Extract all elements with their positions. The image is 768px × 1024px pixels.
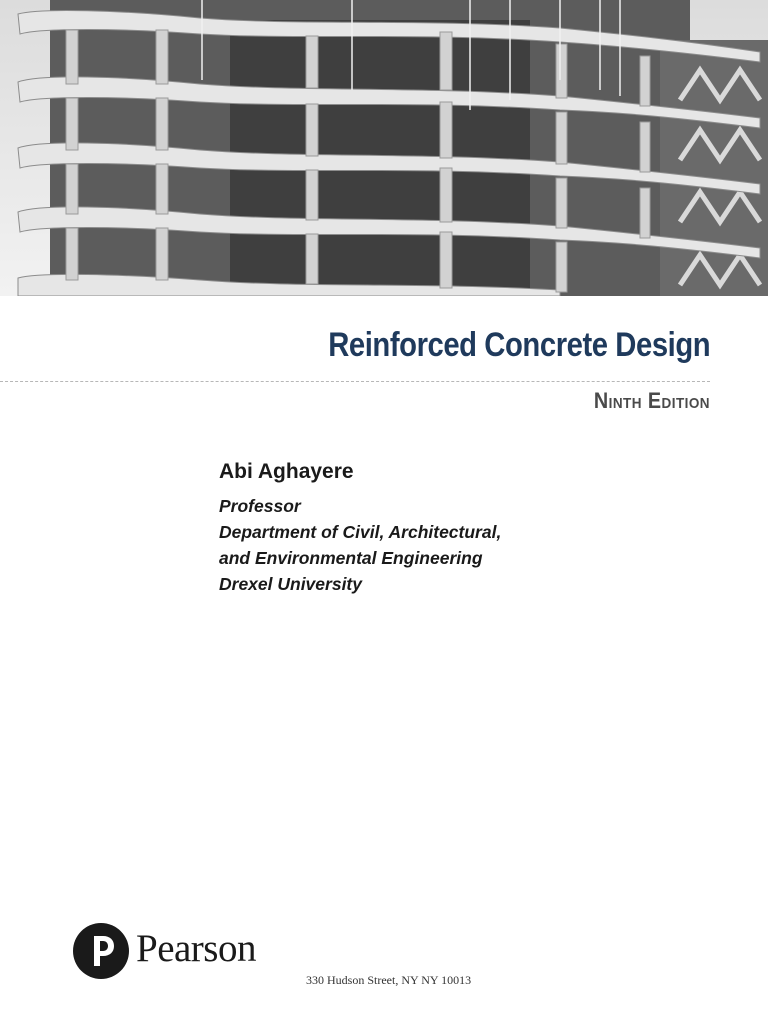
pearson-p-logo-icon xyxy=(72,922,130,980)
book-title: Reinforced Concrete Design xyxy=(327,326,710,364)
title-divider xyxy=(0,381,710,382)
author-block xyxy=(219,460,501,597)
author-department-line1: Department of Civil, Architectural, xyxy=(219,522,502,542)
publisher-name: Pearson xyxy=(136,927,256,970)
author-department-line2: and Environmental Engineering xyxy=(219,548,483,568)
author-name: Abi Aghayere xyxy=(219,460,354,483)
cover-photo xyxy=(0,0,768,296)
publisher-address: 330 Hudson Street, NY NY 10013 xyxy=(306,973,472,987)
author-position: Professor xyxy=(219,496,301,516)
author-university: Drexel University xyxy=(219,574,362,594)
edition-label: Ninth Edition xyxy=(593,388,710,413)
